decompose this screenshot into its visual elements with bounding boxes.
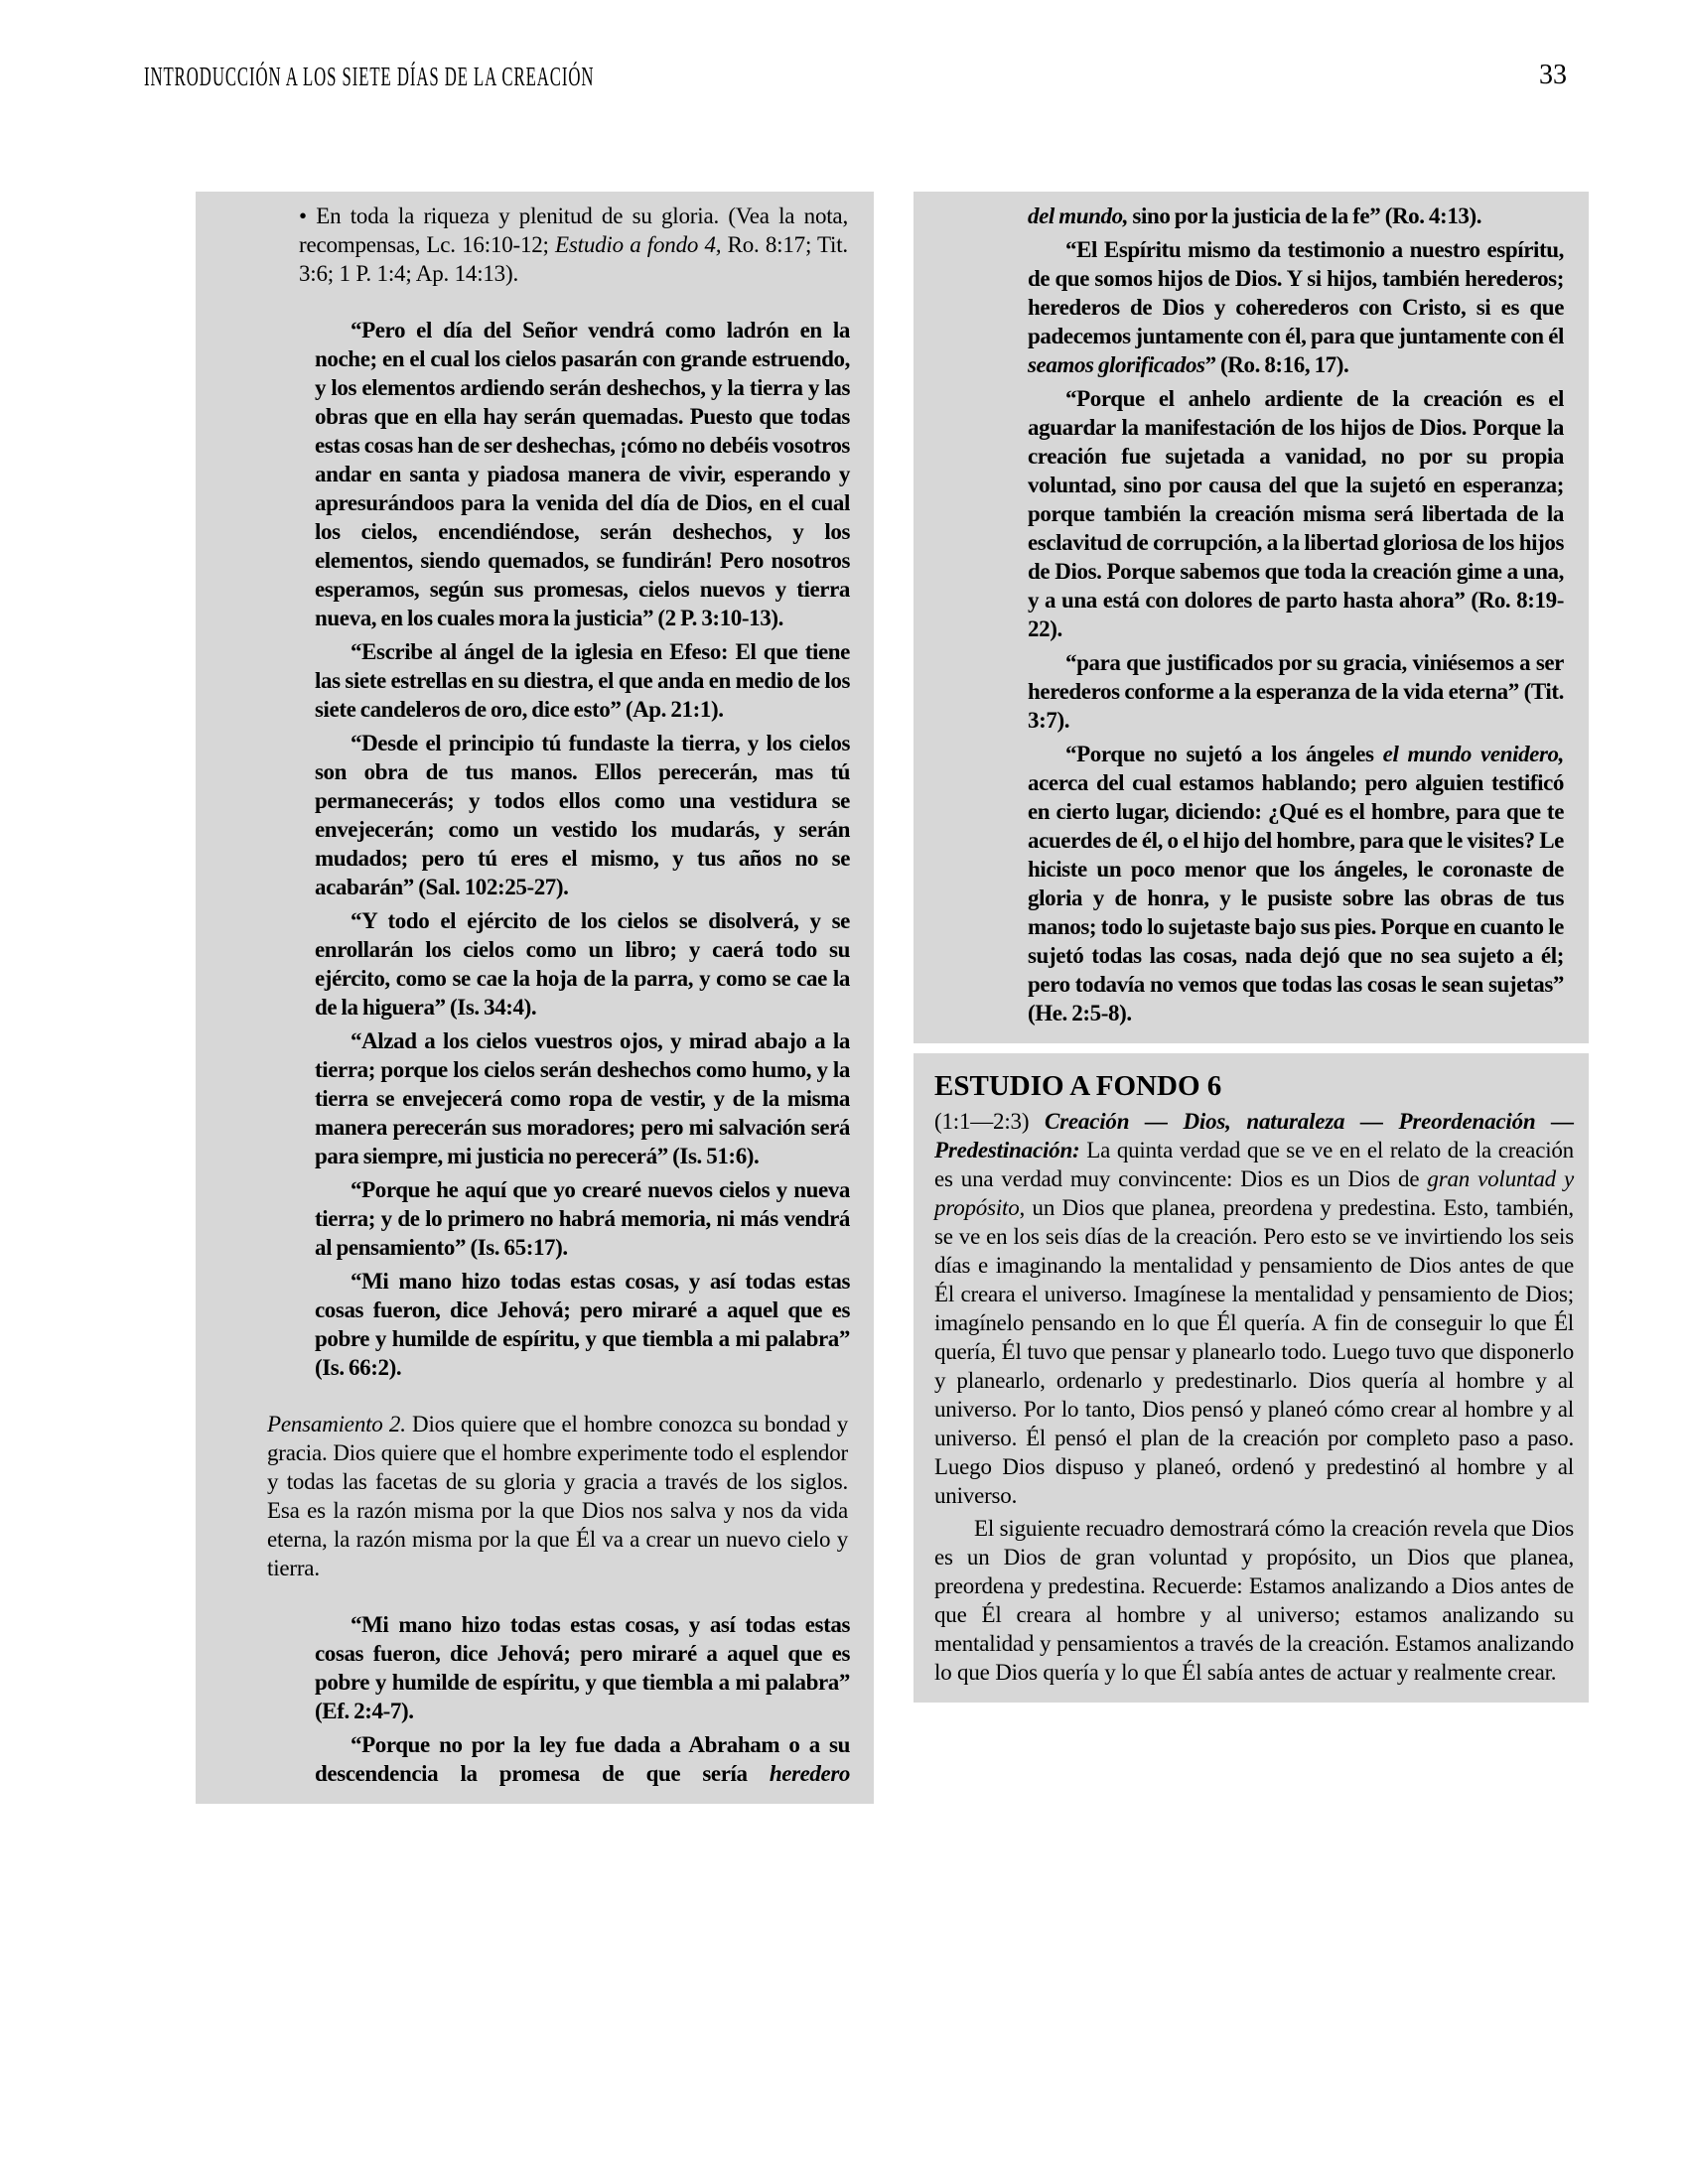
text-run: Dios quiere que el hombre conozca su bondad y gracia. Dios quiere que el hombre experimente todo el esplendor y todas las facetas de su gloria y gracia a través de los siglos. Esa es la razón misma por la que Dios nos salva y nos da vida eterna, la razón misma por la que Él va a crear un nuevo cielo y tierra. <box>267 1412 848 1580</box>
text-run: seamos glorificados <box>1028 352 1205 377</box>
text-run: “Mi mano hizo todas estas cosas, y así todas estas cosas fueron, dice Jehová; pero miraré a aquel que es pobre y humilde de espíritu, y que tiembla a mi palabra” (Is. 66:2). <box>315 1269 850 1380</box>
text-run: (1:1—2:3) <box>934 1109 1045 1134</box>
paragraph <box>934 1107 1574 1510</box>
deeper-study-block <box>914 1053 1589 1703</box>
paragraph <box>1028 235 1564 379</box>
text-run: En toda la riqueza y plenitud de su gloria. (Vea la nota, recompensas, Lc. 16:10-12; <box>299 204 848 257</box>
text-run: “Porque el anhelo ardiente de la creación es el aguardar la manifestación de los hijos de Dios. Porque la creación fue sujetada a vanidad, no por su propia voluntad, sino por causa del que la sujetó en esperanza; porque también la creación misma será libertada de la esclavitud de corrupción, a la libertad gloriosa de los hijos de Dios. Porque sabemos que toda la creación gime a una, y a una está con dolores de parto hasta ahora” (Ro. 8:19-22). <box>1028 386 1564 641</box>
paragraph <box>1028 202 1564 230</box>
paragraph <box>315 906 850 1022</box>
paragraph <box>315 1026 850 1170</box>
text-run: heredero <box>769 1761 850 1786</box>
right-column <box>914 192 1589 1703</box>
paragraph <box>934 1514 1574 1687</box>
paragraph <box>315 1267 850 1382</box>
text-run: , un Dios que planea, preordena y predestina. Esto, también, se ve en los seis días de la creación. Pero esto se ve invirtiendo los seis días e imaginando la mentalidad y pensamiento de Dios antes de que Él creara el universo. Imagínese la mentalidad y pensamiento de Dios; imagínelo pensando en lo que Él quería. A fin de conseguir lo que Él quería, Él tuvo que pensar y planearlo todo. Luego tuvo que disponerlo y planearlo, ordenarlo y predestinarlo. Dios quería al hombre y al universo. Por lo tanto, Dios pensó y planeó cómo crear al hombre y al universo. Él pensó el plan de la creación por completo paso a paso. Luego Dios dispuso y planeó, ordenó y predestinó al hombre y al universo. <box>934 1195 1574 1508</box>
text-run: “Escribe al ángel de la iglesia en Efeso: El que tiene las siete estrellas en su diestra, el que anda en medio de los siete candeleros de oro, dice esto” (Ap. 21:1). <box>315 639 850 722</box>
page-number: 33 <box>1539 60 1567 90</box>
text-run: “Porque he aquí que yo crearé nuevos cielos y nueva tierra; y de lo primero no habrá memoria, ni más vendrá al pensamiento” (Is. 65:17). <box>315 1177 850 1260</box>
paragraph <box>1028 740 1564 1027</box>
text-run: el mundo venidero, <box>1382 742 1564 766</box>
text-run: “Porque no sujetó a los ángeles <box>1065 742 1383 766</box>
text-run: gran voluntad y propósito <box>934 1166 1574 1220</box>
paragraph <box>315 1730 850 1788</box>
paragraph <box>1028 648 1564 735</box>
text-run: acerca del cual estamos hablando; pero alguien testificó en cierto lugar, diciendo: ¿Qué es el hombre, para que te acuerdes de él, o el hijo del hombre, para que le visites? Le hiciste un poco menor que los ángeles, le coronaste de gloria y de honra, y le pusiste sobre las obras de tus manos; todo lo sujetaste bajo sus pies. Porque en cuanto le sujetó todas las cosas, nada dejó que no sea sujeto a él; pero todavía no vemos que todas las cosas le sean sujetas” (He. 2:5-8). <box>1028 770 1564 1025</box>
text-run: ” (Ro. 8:16, 17). <box>1204 352 1349 377</box>
deeper-study-body <box>914 1107 1589 1687</box>
left-text-block <box>196 192 874 1804</box>
text-run: Estudio a fondo 4, <box>555 232 722 257</box>
left-column <box>196 192 874 1804</box>
paragraph <box>1028 384 1564 643</box>
paragraph <box>315 1175 850 1262</box>
text-run: La quinta verdad que se ve en el relato de la creación es una verdad muy convincente: Dios es un Dios de <box>934 1138 1574 1191</box>
text-run: “Pero el día del Señor vendrá como ladrón en la noche; en el cual los cielos pasarán con grande estruendo, y los elementos ardiendo serán deshechos, y la tierra y las obras que en ella hay serán quemadas. Puesto que todas estas cosas han de ser deshechas, ¡cómo no debéis vosotros andar en santa y piadosa manera de vivir, esperando y apresurándoos para la venida del día de Dios, en el cual los cielos, encendiéndose, serán deshechos, y los elementos, siendo quemados, se fundirán! Pero nosotros esperamos, según sus promesas, cielos nuevos y tierra nueva, en los cuales mora la justicia” (2 P. 3:10-13). <box>315 318 850 630</box>
paragraph <box>315 316 850 632</box>
paragraph <box>315 637 850 724</box>
paragraph <box>315 1610 850 1725</box>
text-run: “Alzad a los cielos vuestros ojos, y mirad abajo a la tierra; porque los cielos serán deshechos como humo, y la tierra se envejecerá como ropa de vestir, y de la misma manera perecerán sus moradores; pero mi salvación será para siempre, mi justicia no perecerá” (Is. 51:6). <box>315 1028 850 1168</box>
text-run: “para que justificados por su gracia, viniésemos a ser herederos conforme a la esperanza de la vida eterna” (Tit. 3:7). <box>1028 650 1564 733</box>
paragraph <box>315 729 850 901</box>
text-run: “Desde el principio tú fundaste la tierra, y los cielos son obra de tus manos. Ellos perecerán, mas tú permanecerás; y todos ellos como una vestidura se envejecerán; como un vestido los mudarás, y serán mudados; pero tú eres el mismo, y tus años no se acabarán” (Sal. 102:25-27). <box>315 731 850 899</box>
text-run: Pensamiento 2. <box>267 1412 406 1436</box>
text-run: sino por la justicia de la fe” (Ro. 4:13). <box>1128 204 1482 228</box>
bullet-marker: • <box>299 204 317 228</box>
text-run: del mundo, <box>1028 204 1129 228</box>
paragraph <box>299 202 848 288</box>
right-quotes-block <box>914 192 1589 1043</box>
text-run: Creación — Dios, naturaleza — Preordenación — Predestinación: <box>934 1109 1574 1162</box>
running-head-title: INTRODUCCIÓN A LOS SIETE DÍAS DE LA CREACIÓN <box>144 62 595 91</box>
paragraph <box>267 1410 848 1582</box>
deeper-study-heading: ESTUDIO A FONDO 6 <box>934 1070 1222 1102</box>
text-run: “Y todo el ejército de los cielos se disolverá, y se enrollarán los cielos como un libro; y caerá todo su ejército, como se cae la hoja de la parra, y como se cae la de la higuera” (Is. 34:4). <box>315 908 850 1020</box>
text-run: Ro. 8:17; Tit. 3:6; 1 P. 1:4; Ap. 14:13). <box>299 232 848 286</box>
text-run: “Mi mano hizo todas estas cosas, y así todas estas cosas fueron, dice Jehová; pero miraré a aquel que es pobre y humilde de espíritu, y que tiembla a mi palabra” (Ef. 2:4-7). <box>315 1612 850 1723</box>
text-run: El siguiente recuadro demostrará cómo la creación revela que Dios es un Dios de gran voluntad y propósito, un Dios que planea, preordena y predestina. Recuerde: Estamos analizando a Dios antes de que Él creara al hombre y al universo; estamos analizando su mentalidad y pensamientos a través de la creación. Estamos analizando lo que Dios quería y lo que Él sabía antes de actuar y realmente crear. <box>934 1516 1574 1685</box>
text-run: “El Espíritu mismo da testimonio a nuestro espíritu, de que somos hijos de Dios. Y si hijos, también herederos; herederos de Dios y coherederos con Cristo, si es que padecemos juntamente con él, para que juntamente con él <box>1028 237 1564 348</box>
text-run: “Porque no por la ley fue dada a Abraham o a su descendencia la promesa de que sería <box>315 1732 850 1786</box>
